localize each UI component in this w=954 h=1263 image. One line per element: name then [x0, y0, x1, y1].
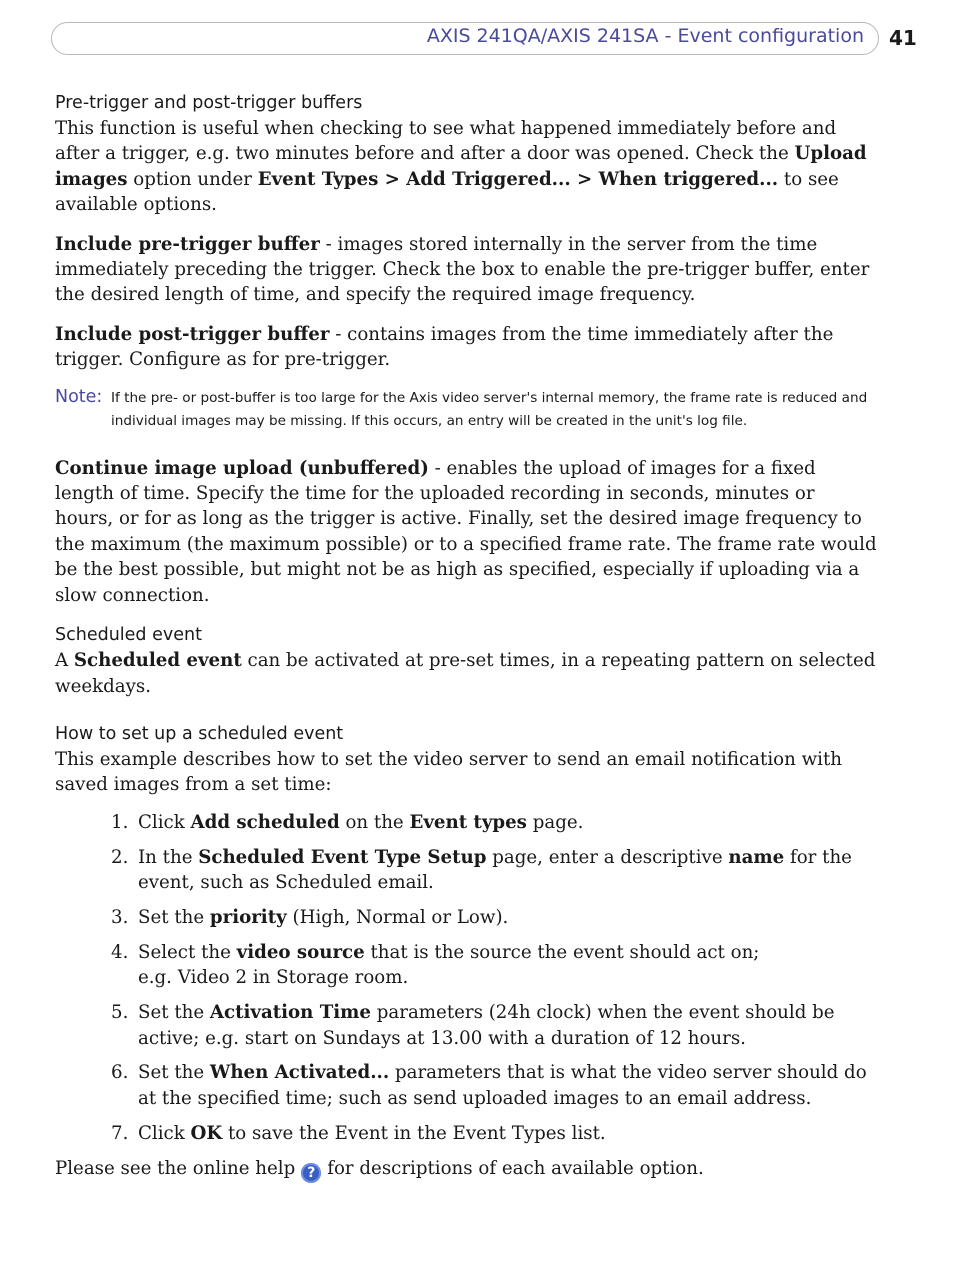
page-content — [55, 90, 877, 1183]
section-heading-pre-trigger: Pre-trigger and post-trigger buffers — [55, 93, 363, 113]
help-icon: ? — [301, 1163, 321, 1183]
paragraph-online-help: Please see the online help ? for descriptions of each available option. — [55, 1157, 704, 1181]
paragraph-howto-intro: This example describes how to set the video server to send an email notification with saved images from a set time: — [55, 748, 842, 796]
list-item: 4. Select the video source that is the source the event should act on; e.g. Video 2 in Storage room. — [111, 941, 760, 989]
note-block — [55, 387, 877, 434]
list-item: 7. Click OK to save the Event in the Event Types list. — [111, 1122, 606, 1144]
list-item: 2. In the Scheduled Event Type Setup page, enter a descriptive name for the event, such as Scheduled email. — [111, 846, 852, 894]
paragraph-continue-upload: Continue image upload (unbuffered) - enables the upload of images for a fixed length of time. Specify the time for the uploaded recording in seconds, minutes or hours, or for as long as the trigger is active. Finally, set the desired image frequency to the maximum (the maximum possible) or to a specified frame rate. The frame rate would be the best possible, but might not be as high as specified, especially if uploading via a slow connection. — [55, 457, 877, 606]
paragraph-pre-buffer: Include pre-trigger buffer - images stored internally in the server from the time immediately preceding the trigger. Check the box to enable the pre-trigger buffer, enter the desired length of time, and specify the required image frequency. — [55, 233, 870, 306]
note-label: Note: — [55, 386, 103, 407]
paragraph-scheduled: A Scheduled event can be activated at pre-set times, in a repeating pattern on selected weekdays. — [55, 650, 876, 697]
steps-list — [55, 810, 877, 1146]
paragraph-pre-trigger-intro: This function is useful when checking to see what happened immediately before and after a trigger, e.g. two minutes before and after a door was opened. Check the Upload images option under Event Types > Add Triggered... > When triggered... to see available options. — [55, 118, 867, 216]
list-item: 1. Click Add scheduled on the Event types page. — [111, 811, 584, 833]
list-item: 5. Set the Activation Time parameters (24h clock) when the event should be active; e.g. start on Sundays at 13.00 with a duration of 12 hours. — [111, 1002, 835, 1049]
list-item: 3. Set the priority (High, Normal or Low). — [111, 906, 509, 928]
page-number: 41 — [889, 26, 917, 50]
header-title: AXIS 241QA/AXIS 241SA - Event configuration — [426, 25, 864, 47]
paragraph-post-buffer: Include post-trigger buffer - contains images from the time immediately after the trigger. Configure as for pre-trigger. — [55, 323, 834, 371]
section-heading-howto: How to set up a scheduled event — [55, 723, 344, 744]
list-item: 6. Set the When Activated... parameters that is what the video server should do at the specified time; such as send uploaded images to an email address. — [111, 1062, 867, 1109]
note-text: If the pre- or post-buffer is too large for the Axis video server's internal memory, the frame rate is reduced and individual images may be missing. If this occurs, an entry will be created in the unit's log file. — [111, 389, 868, 430]
section-heading-scheduled: Scheduled event — [55, 625, 202, 646]
